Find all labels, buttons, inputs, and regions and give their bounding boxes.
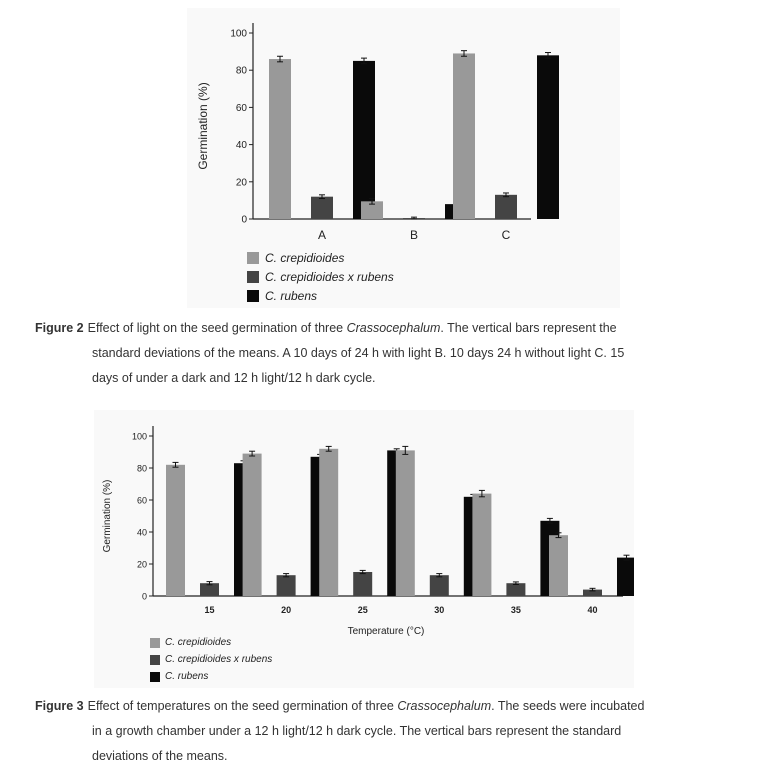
legend-label: C. crepidioides [265,250,345,265]
x-tick-label: C [501,228,511,242]
y-tick-label: 0 [241,214,247,226]
x-tick-label: 30 [434,605,445,615]
bar [617,558,634,596]
bar [506,583,525,596]
y-tick-label: 0 [141,591,147,602]
legend-item [150,634,272,651]
bar [319,449,338,596]
caption-line: days of under a dark and 12 h light/12 h dark cycle. [92,371,376,385]
x-axis-label: Temperature (°C) [347,626,425,637]
legend-swatch [150,655,160,665]
figure-3-legend [150,634,272,685]
y-tick-label: 100 [230,28,247,40]
bar [396,450,415,596]
x-tick-label: 15 [204,605,215,615]
y-tick-label: 20 [136,559,147,570]
caption-line [35,694,644,719]
legend-item [247,267,394,286]
x-tick-label: 35 [510,605,521,615]
bar [549,535,568,596]
legend-item [150,668,272,685]
legend-label: C. crepidioides x rubens [165,654,273,665]
caption-line: standard deviations of the means. A 10 days of 24 h with light B. 10 days 24 h without light C. 15 [92,346,625,360]
legend-swatch [247,252,259,264]
y-tick-label: 40 [136,527,147,538]
bar [311,197,333,219]
legend-swatch [247,290,259,302]
bar [495,195,517,219]
caption-line: in a growth chamber under a 12 h light/12 h dark cycle. The vertical bars represent the standard [92,724,622,738]
caption-line [35,316,617,341]
y-tick-label: 60 [136,495,147,506]
legend-item [247,286,394,305]
bar [472,494,491,596]
y-axis-label: Germination (%) [102,479,113,553]
figure-2-panel [187,8,620,308]
bar [277,575,296,596]
legend-label: C. rubens [165,671,209,682]
legend-swatch [150,672,160,682]
caption-text: Effect of light on the seed germination of three [87,321,347,335]
legend-item [247,248,394,267]
y-tick-label: 100 [131,431,147,442]
bar [453,53,475,219]
figure-label: Figure 2 [35,321,84,335]
bar [537,55,559,219]
bar [269,59,291,219]
bar [430,575,449,596]
bar [353,572,372,596]
y-tick-label: 40 [235,140,247,152]
y-tick-label: 80 [136,463,147,474]
x-tick-label: 40 [587,605,598,615]
caption-text: Effect of temperatures on the seed germination of three [87,699,398,713]
x-tick-label: 25 [357,605,368,615]
figure-2-legend [247,248,394,305]
legend-label: C. rubens [265,288,318,303]
y-tick-label: 80 [235,65,247,77]
bar [166,465,185,596]
legend-label: C. crepidioides [165,637,232,648]
caption-text: . The vertical bars represent the [440,321,617,335]
figure-3-panel [94,410,634,688]
bar [353,61,375,219]
legend-swatch [247,271,259,283]
y-tick-label: 20 [235,177,247,189]
caption-italic: Crassocephalum [397,699,492,713]
caption-line: deviations of the means. [92,749,228,763]
legend-swatch [150,638,160,648]
figure-label: Figure 3 [35,699,84,713]
x-tick-label: B [409,228,419,242]
y-axis-label: Germination (%) [196,82,210,170]
x-tick-label: A [317,228,327,242]
bar [243,454,262,596]
caption-italic: Crassocephalum [346,321,441,335]
legend-label: C. crepidioides x rubens [265,269,394,284]
y-tick-label: 60 [235,102,247,114]
legend-item [150,651,272,668]
x-tick-label: 20 [281,605,292,615]
caption-text: . The seeds were incubated [491,699,645,713]
